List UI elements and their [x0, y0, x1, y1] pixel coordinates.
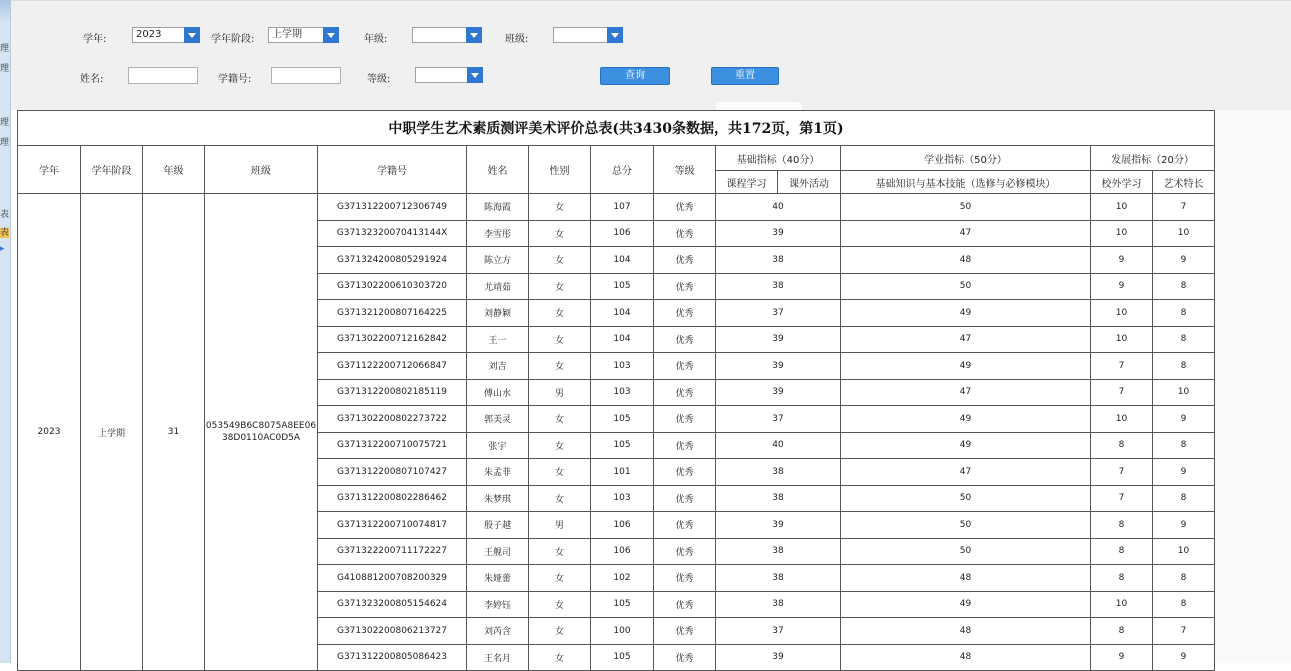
cell-level: 优秀 [654, 300, 716, 327]
cell-gender: 女 [529, 220, 591, 247]
cell-total: 101 [591, 459, 654, 486]
stage-select[interactable] [268, 27, 339, 43]
cell-name: 李婷钰 [467, 591, 529, 618]
cell-student-no: G371302200802273722 [318, 406, 467, 433]
stage-select-value: 上学期 [272, 29, 302, 40]
cell-student-no: G371122200712066847 [318, 353, 467, 380]
cell-outside-school: 7 [1091, 485, 1153, 512]
cell-gender: 女 [529, 485, 591, 512]
cell-outside-school: 9 [1091, 247, 1153, 274]
cell-level: 优秀 [654, 379, 716, 406]
cell-basic-score: 39 [716, 644, 841, 671]
header-course-study: 课程学习 [716, 171, 778, 194]
expand-arrow-icon[interactable]: ▸ [0, 244, 5, 254]
cell-level: 优秀 [654, 644, 716, 671]
cell-art-specialty: 9 [1153, 247, 1215, 274]
header-stage: 学年阶段 [81, 146, 143, 194]
cell-art-specialty: 10 [1153, 220, 1215, 247]
cell-name: 陈立方 [467, 247, 529, 274]
cell-level: 优秀 [654, 273, 716, 300]
cell-total: 105 [591, 591, 654, 618]
header-total: 总分 [591, 146, 654, 194]
cell-name: 王一 [467, 326, 529, 353]
cell-outside-school: 8 [1091, 565, 1153, 592]
cell-name: 张宇 [467, 432, 529, 459]
cell-name: 王名月 [467, 644, 529, 671]
cell-gender: 女 [529, 194, 591, 221]
sidebar-header [0, 0, 10, 22]
cell-academic-score: 49 [841, 591, 1091, 618]
cell-outside-school: 9 [1091, 644, 1153, 671]
cell-level: 优秀 [654, 353, 716, 380]
cell-academic-score: 49 [841, 432, 1091, 459]
cell-total: 106 [591, 538, 654, 565]
cell-name: 尤靖茹 [467, 273, 529, 300]
cell-student-no: G371302200712162842 [318, 326, 467, 353]
sidebar-item-2[interactable]: 理 [0, 64, 10, 74]
cell-total: 104 [591, 300, 654, 327]
cell-level: 优秀 [654, 512, 716, 539]
cell-stage: 上学期 [81, 194, 143, 671]
cell-total: 105 [591, 644, 654, 671]
cell-level: 优秀 [654, 247, 716, 274]
chevron-down-icon[interactable] [607, 27, 623, 43]
table-body [18, 194, 1215, 671]
cell-basic-score: 37 [716, 618, 841, 645]
header-year: 学年 [18, 146, 81, 194]
cell-student-no: G371324200805291924 [318, 247, 467, 274]
cell-gender: 女 [529, 326, 591, 353]
header-art-specialty: 艺术特长 [1153, 171, 1215, 194]
year-label: 学年: [83, 34, 107, 45]
cell-name: 刘吉 [467, 353, 529, 380]
cell-level: 优秀 [654, 565, 716, 592]
cell-art-specialty: 9 [1153, 644, 1215, 671]
stage-label: 学年阶段: [211, 34, 255, 45]
cell-art-specialty: 8 [1153, 273, 1215, 300]
cell-academic-score: 47 [841, 459, 1091, 486]
cell-academic-score: 48 [841, 247, 1091, 274]
cell-total: 107 [591, 194, 654, 221]
cell-outside-school: 8 [1091, 618, 1153, 645]
cell-gender: 女 [529, 432, 591, 459]
student-no-label: 学籍号: [218, 74, 252, 85]
chevron-down-icon[interactable] [466, 27, 482, 43]
chevron-down-icon[interactable] [184, 27, 200, 43]
sidebar-item-4[interactable]: 理 [0, 138, 10, 148]
sidebar-item-6-selected[interactable]: 表 [0, 228, 10, 238]
year-select-value: 2023 [136, 29, 162, 40]
cell-gender: 女 [529, 459, 591, 486]
chevron-down-icon[interactable] [323, 27, 339, 43]
header-extracurricular: 课外活动 [778, 171, 841, 194]
cell-student-no: G371312200710075721 [318, 432, 467, 459]
cell-art-specialty: 8 [1153, 485, 1215, 512]
class-select[interactable] [553, 27, 623, 43]
cell-art-specialty: 10 [1153, 538, 1215, 565]
cell-basic-score: 38 [716, 273, 841, 300]
cell-name: 殷子越 [467, 512, 529, 539]
level-select[interactable] [415, 67, 483, 83]
cell-total: 106 [591, 512, 654, 539]
cell-academic-score: 48 [841, 644, 1091, 671]
cell-basic-score: 39 [716, 512, 841, 539]
left-sidebar [0, 0, 11, 663]
cell-student-no: G371312200802185119 [318, 379, 467, 406]
cell-outside-school: 10 [1091, 406, 1153, 433]
cell-academic-score: 50 [841, 194, 1091, 221]
cell-outside-school: 10 [1091, 300, 1153, 327]
cell-basic-score: 39 [716, 353, 841, 380]
cell-academic-score: 50 [841, 273, 1091, 300]
reset-button[interactable]: 重置 [711, 67, 779, 85]
class-label: 班级: [505, 34, 529, 45]
cell-total: 103 [591, 485, 654, 512]
name-input[interactable] [128, 67, 198, 84]
cell-art-specialty: 8 [1153, 432, 1215, 459]
cell-gender: 女 [529, 406, 591, 433]
cell-basic-score: 38 [716, 591, 841, 618]
chevron-down-icon[interactable] [467, 67, 483, 83]
right-blank-area [1213, 110, 1291, 663]
cell-student-no: G371321200807164225 [318, 300, 467, 327]
cell-academic-score: 47 [841, 326, 1091, 353]
cell-art-specialty: 8 [1153, 300, 1215, 327]
cell-academic-score: 48 [841, 618, 1091, 645]
cell-total: 102 [591, 565, 654, 592]
level-label: 等级: [367, 74, 391, 85]
cell-student-no: G410881200708200329 [318, 565, 467, 592]
grade-select[interactable] [412, 27, 482, 43]
header-outside-school: 校外学习 [1091, 171, 1153, 194]
cell-academic-score: 49 [841, 406, 1091, 433]
sidebar-item-1[interactable]: 理 [0, 44, 10, 54]
cell-basic-score: 40 [716, 194, 841, 221]
cell-academic-score: 49 [841, 300, 1091, 327]
student-no-input[interactable] [271, 67, 341, 84]
header-knowledge-skills: 基础知识与基本技能（选修与必修模块） [841, 171, 1091, 194]
cell-year: 2023 [18, 194, 81, 671]
cell-total: 104 [591, 247, 654, 274]
cell-art-specialty: 9 [1153, 459, 1215, 486]
cell-gender: 女 [529, 247, 591, 274]
cell-basic-score: 37 [716, 300, 841, 327]
cell-level: 优秀 [654, 538, 716, 565]
header-academic-indicator: 学业指标（50分） [841, 146, 1091, 171]
cell-student-no: G371312200802286462 [318, 485, 467, 512]
cell-outside-school: 9 [1091, 273, 1153, 300]
cell-outside-school: 10 [1091, 194, 1153, 221]
cell-academic-score: 50 [841, 538, 1091, 565]
grade-label: 年级: [364, 34, 388, 45]
cell-gender: 女 [529, 538, 591, 565]
header-basic-indicator: 基础指标（40分） [716, 146, 841, 171]
cell-academic-score: 50 [841, 485, 1091, 512]
cell-total: 105 [591, 406, 654, 433]
cell-student-no: G371302200806213727 [318, 618, 467, 645]
cell-art-specialty: 8 [1153, 591, 1215, 618]
header-gender: 性别 [529, 146, 591, 194]
cell-outside-school: 8 [1091, 538, 1153, 565]
cell-outside-school: 7 [1091, 379, 1153, 406]
cell-basic-score: 39 [716, 220, 841, 247]
query-button[interactable]: 查询 [600, 67, 670, 85]
cell-gender: 女 [529, 565, 591, 592]
cell-level: 优秀 [654, 326, 716, 353]
cell-student-no: G371322200711172227 [318, 538, 467, 565]
cell-student-no: G371312200805086423 [318, 644, 467, 671]
cell-name: 朱娅蕾 [467, 565, 529, 592]
cell-total: 103 [591, 379, 654, 406]
header-development-indicator: 发展指标（20分） [1091, 146, 1215, 171]
cell-total: 106 [591, 220, 654, 247]
cell-outside-school: 10 [1091, 591, 1153, 618]
tooltip-tab [716, 102, 802, 110]
cell-basic-score: 38 [716, 565, 841, 592]
header-student-no: 学籍号 [318, 146, 467, 194]
cell-art-specialty: 8 [1153, 353, 1215, 380]
cell-basic-score: 40 [716, 432, 841, 459]
cell-name: 李雪彤 [467, 220, 529, 247]
cell-name: 郭美灵 [467, 406, 529, 433]
cell-basic-score: 39 [716, 326, 841, 353]
cell-name: 刘静颖 [467, 300, 529, 327]
cell-outside-school: 10 [1091, 220, 1153, 247]
name-label: 姓名: [80, 74, 104, 85]
cell-gender: 男 [529, 512, 591, 539]
cell-art-specialty: 7 [1153, 618, 1215, 645]
cell-level: 优秀 [654, 432, 716, 459]
cell-outside-school: 7 [1091, 459, 1153, 486]
year-select[interactable] [132, 27, 200, 43]
header-class: 班级 [205, 146, 318, 194]
cell-basic-score: 38 [716, 247, 841, 274]
cell-level: 优秀 [654, 459, 716, 486]
cell-academic-score: 47 [841, 379, 1091, 406]
cell-student-no: G371302200610303720 [318, 273, 467, 300]
table-row[interactable] [18, 194, 1215, 221]
cell-name: 朱梦琪 [467, 485, 529, 512]
cell-academic-score: 47 [841, 220, 1091, 247]
cell-class: 053549B6C8075A8EE0638D0110AC0D5A [205, 194, 318, 671]
cell-art-specialty: 9 [1153, 406, 1215, 433]
cell-total: 103 [591, 353, 654, 380]
cell-level: 优秀 [654, 220, 716, 247]
cell-total: 105 [591, 432, 654, 459]
sidebar-item-3[interactable]: 理 [0, 118, 10, 128]
cell-gender: 男 [529, 379, 591, 406]
cell-level: 优秀 [654, 406, 716, 433]
cell-outside-school: 7 [1091, 353, 1153, 380]
cell-basic-score: 37 [716, 406, 841, 433]
cell-student-no: G371323200805154624 [318, 591, 467, 618]
cell-basic-score: 39 [716, 379, 841, 406]
header-name: 姓名 [467, 146, 529, 194]
filter-panel [11, 0, 1291, 110]
cell-academic-score: 49 [841, 353, 1091, 380]
cell-level: 优秀 [654, 618, 716, 645]
cell-gender: 女 [529, 300, 591, 327]
cell-academic-score: 48 [841, 565, 1091, 592]
cell-total: 100 [591, 618, 654, 645]
cell-art-specialty: 8 [1153, 326, 1215, 353]
cell-student-no: G371312200712306749 [318, 194, 467, 221]
table-title: 中职学生艺术素质测评美术评价总表(共3430条数据，共172页，第1页) [18, 111, 1215, 146]
header-level: 等级 [654, 146, 716, 194]
cell-total: 104 [591, 326, 654, 353]
cell-level: 优秀 [654, 194, 716, 221]
cell-name: 陈海霞 [467, 194, 529, 221]
cell-basic-score: 38 [716, 485, 841, 512]
cell-art-specialty: 7 [1153, 194, 1215, 221]
cell-gender: 女 [529, 353, 591, 380]
header-grade: 年级 [143, 146, 205, 194]
cell-art-specialty: 9 [1153, 512, 1215, 539]
cell-basic-score: 38 [716, 459, 841, 486]
cell-academic-score: 50 [841, 512, 1091, 539]
cell-name: 傅山水 [467, 379, 529, 406]
cell-gender: 女 [529, 644, 591, 671]
cell-student-no: G37132320070413144X [318, 220, 467, 247]
cell-outside-school: 8 [1091, 512, 1153, 539]
cell-grade: 31 [143, 194, 205, 671]
cell-level: 优秀 [654, 485, 716, 512]
cell-student-no: G371312200710074817 [318, 512, 467, 539]
cell-level: 优秀 [654, 591, 716, 618]
cell-outside-school: 10 [1091, 326, 1153, 353]
evaluation-table [17, 110, 1215, 671]
cell-name: 刘芮含 [467, 618, 529, 645]
cell-basic-score: 38 [716, 538, 841, 565]
cell-outside-school: 8 [1091, 432, 1153, 459]
cell-art-specialty: 10 [1153, 379, 1215, 406]
cell-gender: 女 [529, 591, 591, 618]
sidebar-item-5[interactable]: 表 [0, 210, 10, 220]
cell-gender: 女 [529, 273, 591, 300]
cell-gender: 女 [529, 618, 591, 645]
cell-name: 朱孟菲 [467, 459, 529, 486]
cell-art-specialty: 8 [1153, 565, 1215, 592]
cell-total: 105 [591, 273, 654, 300]
cell-name: 王舰司 [467, 538, 529, 565]
cell-student-no: G371312200807107427 [318, 459, 467, 486]
